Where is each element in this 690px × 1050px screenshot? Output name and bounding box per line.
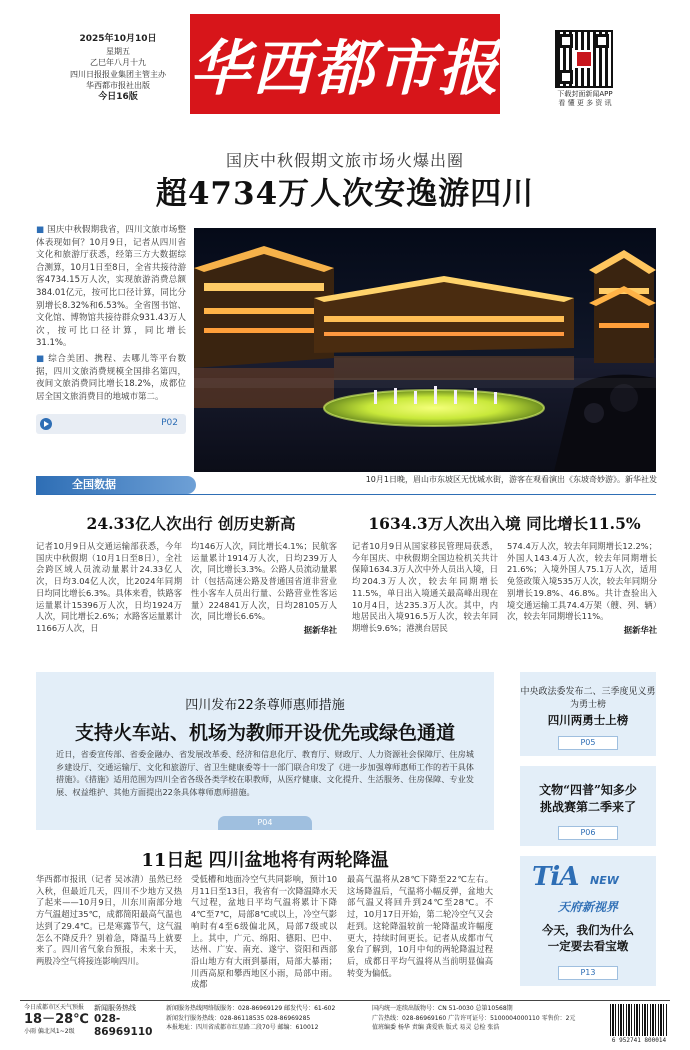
side1-title: 四川两勇士上榜 [547, 713, 629, 727]
footer-info-mid [166, 1004, 366, 1033]
qr-logo-icon [575, 50, 593, 68]
publisher: 华西都市报社出版 [86, 81, 150, 90]
story3-title: 11日起 四川盆地将有两轮降温 [141, 850, 389, 871]
teacher-title: 支持火车站、机场为教师开设优先或绿色通道 [74, 722, 455, 744]
story1-col1: 记者10月9日从交通运输部获悉，今年国庆中秋假期（10月1日至8日），全社会跨区域人员流动量累计24.33亿人次，日均3.04亿人次，比2024年同期日均同比增长6.3%。具体来看，铁路客运量累计15396万人次，日均1924万人次，同比增长2.6%；水路客运量累计1166万人次，日 [36, 541, 182, 633]
qr-code[interactable] [555, 30, 613, 88]
sponsor: 四川日报报业集团主管主办 [70, 69, 166, 79]
story3-col2: 受低槽和地面冷空气共同影响，预计10月11日至13日，我省有一次降温降水天气过程，盆地日平均气温将累计下降4℃至7℃，局部8℃或以上，冷空气影响时有4至6级偏北风，局部7级或以上。其中，广元、绵阳、德阳、巴中、达州、广安、南充、遂宁、资阳和西部沿山地方有大雨到暴雨，局部大暴雨；川西高原和攀西地区小雨，局部中雨。成都 [191, 874, 337, 990]
side2-title-line2: 挑战赛第二季来了 [539, 800, 636, 814]
story3-col3: 最高气温将从28℃下降至22℃左右。这场降温后，气温将小幅反弹，盆地大部气温又将回升到24℃至28℃。不过，10月17日开始，第二轮冷空气又会赶到。这轮降温较前一轮降温或许幅度更大，持续时间更长。记者从成都市气象台了解到，10月中旬的两轮降温过程后，成都日平均气温将从当前明显偏高转变为偏低。 [347, 874, 493, 978]
side2-page-ref[interactable]: P06 [558, 826, 618, 840]
section-divider [36, 494, 656, 495]
weather-temp: 18－28℃ [24, 1012, 89, 1027]
headline-main: 超4734万人次安逸游四川 [155, 176, 535, 212]
footer-mid-line1: 新闻服务热线网络版服务：028-86969129 邮发代号：61-602 [166, 1005, 336, 1012]
bullet-icon: ■ [36, 353, 49, 364]
weather-desc: 小雨 偏北风1~2级 [24, 1028, 75, 1035]
lead-text [36, 224, 186, 406]
play-icon[interactable] [40, 418, 52, 430]
footer-right-line2: 广告热线：028-86969160 广告许可证号：5100004000110 零售价：2元 [372, 1014, 576, 1022]
side1-top: 中央政法委发布二、三季度见义勇为勇士榜 [520, 687, 656, 710]
hotline-number: 028-86969110 [94, 1013, 153, 1038]
teacher-page-ref[interactable]: P04 [218, 816, 312, 830]
side3-page-ref[interactable]: P13 [558, 966, 618, 980]
side-teaser-relics[interactable] [520, 766, 656, 846]
side-teaser-heroes[interactable] [520, 672, 656, 756]
lunar-date: 乙巳年八月十九 [90, 58, 146, 67]
story1-col2-text: 均146万人次，同比增长4.1%；民航客运量累计1914万人次，日均239万人次，同比增长3.3%。公路人员流动量累计（包括高速公路及普通国省道非营业性小客车人员出行量、公路营业性客运量）224841万人次，日均28105万人次，同比增长6.6%。 [191, 541, 337, 622]
headline-sub: 国庆中秋假期文旅市场火爆出圈 [225, 151, 464, 170]
side1-page-ref[interactable]: P05 [558, 736, 618, 750]
hotline-box [94, 1004, 162, 1039]
story2-title: 1634.3万人次出入境 同比增长11.5% [368, 514, 641, 533]
side3-title-line1: 今天，我们为什么 [542, 923, 634, 937]
footer-right-line3: 值班编委 杨华 责编 龚爱轶 版式 易灵 总检 张浩 [372, 1024, 500, 1031]
app-promo-line2: 看 懂 更 多 资 讯 [558, 99, 612, 107]
issue-weekday: 星期五 [106, 46, 130, 56]
footer-right-line1: 国内统一连续出版物号：CN 51-0030 总第10568期 [372, 1005, 513, 1012]
audio-page-ref: P02 [161, 418, 178, 428]
night-water-street-illustration [194, 228, 656, 472]
side-teaser-baodun[interactable] [520, 856, 656, 986]
footer-info-right [372, 1004, 602, 1033]
tianfu-logo: TiA [532, 862, 579, 892]
barcode [610, 1004, 668, 1036]
masthead-logo [190, 14, 500, 114]
side2-title [520, 768, 656, 816]
story2-source: 据新华社 [623, 624, 657, 635]
tianfu-name: 天府新视界 [557, 900, 618, 914]
story2-col1: 记者10月9日从国家移民管理局获悉，今年国庆、中秋假期全国边检机关共计保障1634.3万人次中外人员出入境，日均204.3万人次，较去年同期增长11.5%，单日出入境通关最高峰出现在10月4日，达235.3万人次。其中，内地居民出入境916.5万人次，较去年同期增长9.6%；港澳台居民 [352, 541, 498, 633]
bullet-icon: ■ [36, 225, 48, 235]
story1-source: 据新华社 [303, 624, 337, 635]
lead-p1: 国庆中秋假期我省，四川文旅市场整体表现如何？10月9日，记者从四川省文化和旅游厅获悉，经第三方大数据综合测算，10月1日至8日，全省共接待游客4734.15万人次，实现旅游消费总额384.01亿元，按可比口径计算，同比分别增长8.32%和6.53%。全省图书馆、文化馆、博物馆共接待群众931.43万人次，按可比口径计算，同比增长31.1%。 [36, 225, 186, 349]
audio-player[interactable] [36, 414, 186, 434]
hotline-label: 新闻服务热线 [94, 1004, 136, 1012]
footer-mid-line3: 本报地址：四川省成都市红星路二段70号 邮编：610012 [166, 1024, 319, 1031]
story1-col2 [191, 541, 337, 637]
side3-title [528, 922, 648, 954]
footer-mid-line2: 新闻发行服务热线：028-86118535 028-86969285 [166, 1014, 311, 1022]
story2-col2-text: 574.4万人次，较去年同期增长12.2%；外国人143.4万人次，较去年同期增长21.6%；入境外国人75.1万人次，适用免签政策入境535万人次，较去年同期分别增长19.8%、46.8%。共计查验出入境交通运输工具74.4万架（艘、列、辆）次，较去年同期增长11%。 [507, 541, 657, 622]
barcode-number: 6 952741 800014 [611, 1037, 667, 1044]
lead-p2: 综合美团、携程、去哪儿等平台数据，四川文旅消费规模全国排名第四，夜间文旅消费同比增长18.2%，成都位居全国文旅消费目的地城市第二。 [36, 353, 186, 402]
masthead-meta [48, 34, 188, 103]
story3-col1: 华西都市报讯（记者 吴冰清）虽然已经入秋，但最近几天，四川不少地方又热了起来——10月9日，川东川南部分地方气温超过35℃，成都简阳最高气温也达到了29.4℃。已是寒露节气，这气温怎么不降反升？别着急，降温马上就要来了。四川省气象台预报，未来十天，两股冷空气将接连影响四川。 [36, 874, 182, 966]
lead-photo [194, 228, 656, 472]
teacher-sub: 四川发布22条尊师惠师措施 [185, 698, 345, 713]
page-count: 今日16版 [98, 91, 138, 102]
side2-title-line1: 文物“四普”知多少 [539, 783, 637, 797]
issue-date: 2025年10月10日 [79, 34, 157, 44]
photo-caption: 10月1日晚，眉山市东坡区无忧城水街，游客在观看演出《东坡奇妙游》。新华社发 [365, 475, 657, 484]
masthead-title: 华西都市报 [190, 34, 500, 104]
teacher-body: 近日，省委宣传部、省委金融办、省发展改革委、经济和信息化厅、教育厅、财政厅、人力资源社会保障厅、住房城乡建设厅、交通运输厅、文化和旅游厅、省卫生健康委等十一部门联合印发了《进一步加强尊师惠师工作的若干具体措施》。《措施》适用范围为四川全省各级各类学校在职教师，从医疗健康、文化提升、生活服务、住房保障、专业发展、权益维护、其他方面提出22条具体尊师惠师措施。 [56, 749, 474, 797]
weather-box [24, 1004, 90, 1036]
section-banner: 全国数据 [36, 476, 196, 494]
weather-label: 今日成都市区天气预报 [24, 1004, 85, 1011]
side3-title-line2: 一定要去看宝墩 [547, 939, 629, 953]
app-promo [540, 90, 630, 108]
footer-divider [20, 1000, 670, 1001]
story2-col2 [507, 541, 657, 637]
tianfu-logo-new: NEW [590, 874, 619, 887]
app-promo-line1: 下载封面新闻APP [557, 90, 613, 98]
story1-title: 24.33亿人次出行 创历史新高 [86, 514, 296, 533]
